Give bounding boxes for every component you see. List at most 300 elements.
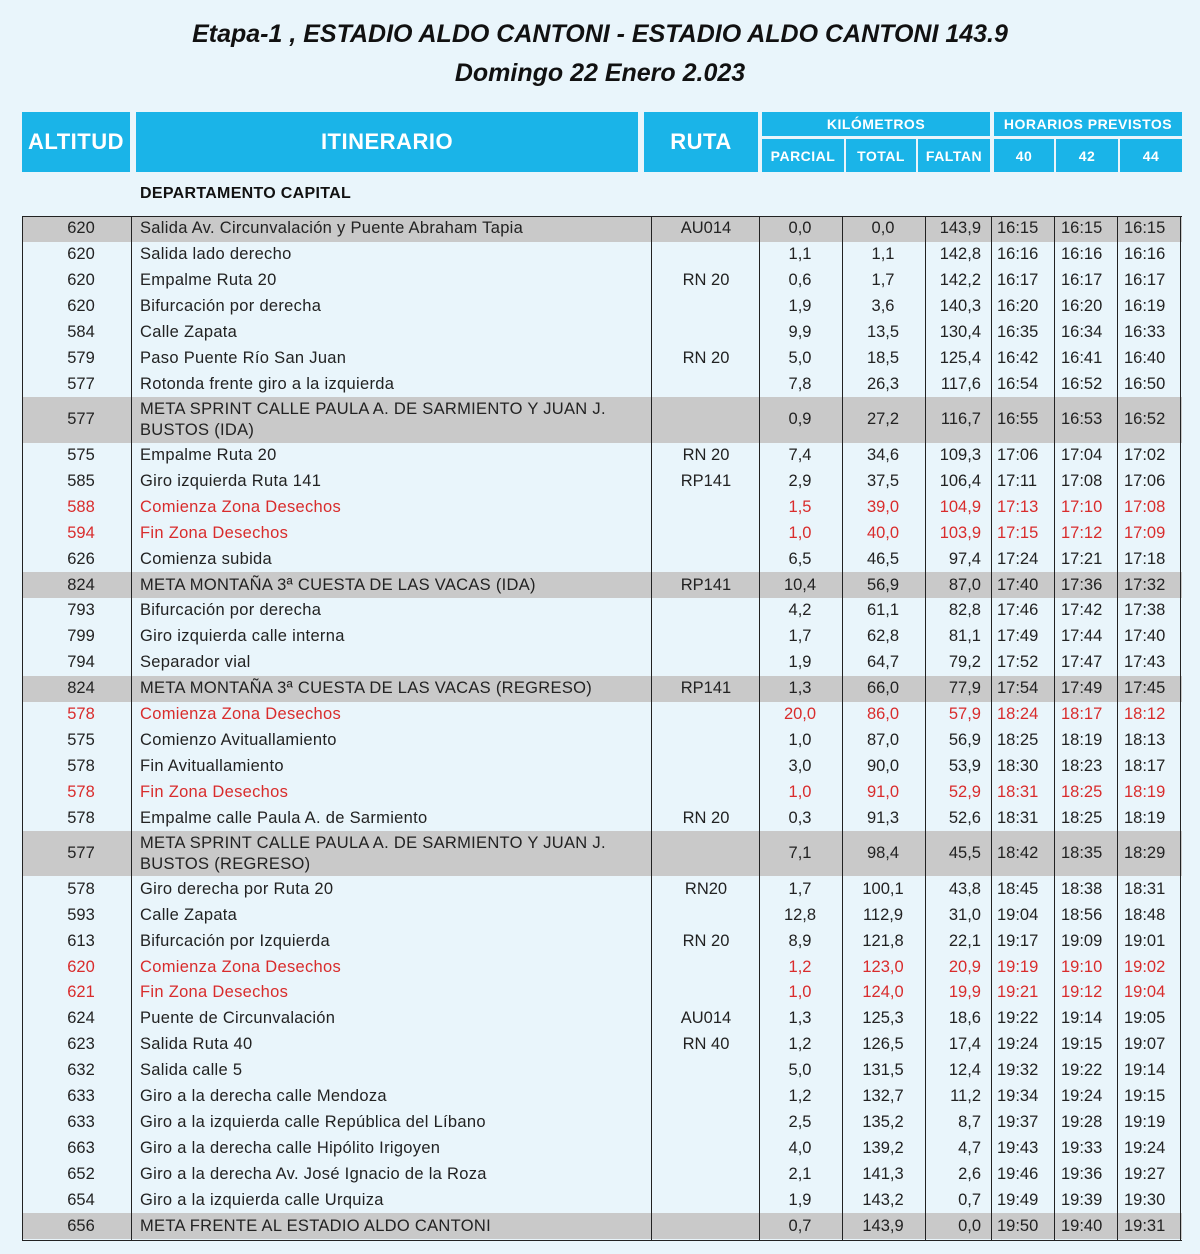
horario-42-cell: 18:19	[1061, 730, 1103, 749]
ruta-cell: RN 20	[682, 446, 730, 465]
horario-40-cell: 16:17	[997, 271, 1039, 290]
horario-44-cell: 17:08	[1124, 497, 1166, 516]
section-heading: DEPARTAMENTO CAPITAL	[140, 185, 352, 202]
horario-40-cell: 16:42	[997, 348, 1039, 367]
horario-40-cell: 17:54	[997, 679, 1039, 698]
horario-44-cell: 18:19	[1124, 782, 1166, 801]
itinerario-cell: Giro a la derecha calle Hipólito Irigoyen	[140, 1138, 441, 1157]
itinerario-cell: Separador vial	[140, 653, 251, 672]
faltan-cell: 45,5	[948, 844, 981, 863]
ruta-cell	[659, 1187, 753, 1213]
horario-40-cell: 17:15	[997, 523, 1039, 542]
parcial-cell: 3,0	[788, 756, 812, 775]
faltan-cell: 104,9	[939, 497, 981, 516]
itinerario-cell: Fin Zona Desechos	[140, 782, 289, 801]
faltan-cell: 109,3	[939, 446, 981, 465]
table-row	[22, 1110, 1182, 1136]
horario-40-cell: 16:16	[997, 245, 1039, 264]
horario-44-cell: 17:40	[1124, 627, 1166, 646]
ruta-cell	[659, 728, 753, 754]
ruta-cell	[659, 1084, 753, 1110]
ruta-cell	[659, 624, 753, 650]
horario-40-cell: 18:30	[997, 756, 1039, 775]
horario-42-cell: 19:39	[1061, 1190, 1103, 1209]
parcial-cell: 1,9	[788, 653, 812, 672]
faltan-cell: 19,9	[948, 983, 981, 1002]
itinerario-cell: Fin Zona Desechos	[140, 523, 289, 542]
total-cell: 132,7	[862, 1087, 904, 1106]
altitud-cell: 575	[67, 730, 95, 749]
parcial-cell: 4,0	[788, 1138, 812, 1157]
horario-42-cell: 18:25	[1061, 782, 1103, 801]
itinerary-table	[22, 216, 1182, 1241]
column-divider	[1117, 216, 1118, 1241]
horario-42-cell: 17:47	[1061, 653, 1103, 672]
horario-40-cell: 19:37	[997, 1112, 1039, 1131]
total-cell: 13,5	[866, 323, 900, 342]
horario-40-cell: 19:21	[997, 983, 1039, 1002]
total-cell: 3,6	[871, 297, 895, 316]
horario-42-cell: 16:41	[1061, 348, 1103, 367]
horario-44-cell: 16:40	[1124, 348, 1166, 367]
horario-40-cell: 19:43	[997, 1138, 1039, 1157]
total-cell: 1,7	[871, 271, 895, 290]
itinerario-cell: Salida Av. Circunvalación y Puente Abraham Tapia	[140, 219, 524, 238]
header-faltan: FALTAN	[918, 139, 990, 172]
total-cell: 135,2	[862, 1112, 904, 1131]
altitud-cell: 824	[67, 575, 95, 594]
altitud-cell: 585	[67, 471, 95, 490]
faltan-cell: 52,6	[948, 808, 981, 827]
table-row	[22, 1161, 1182, 1187]
ruta-cell	[659, 702, 753, 728]
parcial-cell: 20,0	[783, 705, 817, 724]
horario-44-cell: 17:18	[1124, 549, 1166, 568]
altitud-cell: 793	[67, 601, 95, 620]
horario-40-cell: 19:04	[997, 905, 1039, 924]
itinerario-cell: Rotonda frente giro a la izquierda	[140, 374, 395, 393]
parcial-cell: 1,2	[788, 1087, 812, 1106]
itinerario-cell: Empalme calle Paula A. de Sarmiento	[140, 808, 428, 827]
horario-42-cell: 19:12	[1061, 983, 1103, 1002]
table-row	[22, 702, 1182, 728]
page-subtitle: Domingo 22 Enero 2.023	[454, 59, 746, 87]
parcial-cell: 1,0	[788, 523, 812, 542]
ruta-cell: RP141	[680, 471, 732, 490]
horario-44-cell: 16:52	[1124, 410, 1166, 429]
horario-40-cell: 16:15	[997, 219, 1039, 238]
page-title: Etapa-1 , ESTADIO ALDO CANTONI - ESTADIO ALDO CANTONI 143.9	[192, 20, 1008, 48]
faltan-cell: 18,6	[948, 1009, 981, 1028]
table-row	[22, 598, 1182, 624]
faltan-cell: 4,7	[958, 1138, 981, 1157]
faltan-cell: 0,0	[958, 1216, 981, 1235]
itinerario-cell: Giro a la derecha calle Mendoza	[140, 1087, 387, 1106]
ruta-cell	[659, 753, 753, 779]
altitud-cell: 620	[67, 245, 95, 264]
parcial-cell: 1,0	[788, 730, 812, 749]
faltan-cell: 142,2	[939, 271, 981, 290]
itinerario-cell: Giro a la derecha Av. José Ignacio de la Roza	[140, 1164, 487, 1183]
horario-40-cell: 16:35	[997, 323, 1039, 342]
total-cell: 1,1	[871, 245, 895, 264]
altitud-cell: 578	[67, 879, 95, 898]
parcial-cell: 1,2	[788, 1035, 812, 1054]
parcial-cell: 7,1	[788, 844, 812, 863]
ruta-cell: RN 20	[682, 348, 730, 367]
parcial-cell: 0,0	[788, 219, 812, 238]
horario-40-cell: 17:24	[997, 549, 1039, 568]
altitud-cell: 578	[67, 756, 95, 775]
altitud-cell: 577	[67, 374, 95, 393]
horario-40-cell: 19:49	[997, 1190, 1039, 1209]
header-altitud: ALTITUD	[22, 112, 130, 172]
total-cell: 87,0	[866, 730, 900, 749]
horario-44-cell: 18:12	[1124, 705, 1166, 724]
horario-40-cell: 19:32	[997, 1061, 1039, 1080]
itinerario-cell: Giro izquierda Ruta 141	[140, 471, 322, 490]
column-divider	[22, 216, 23, 1241]
total-cell: 98,4	[866, 844, 900, 863]
horario-42-cell: 18:25	[1061, 808, 1103, 827]
total-cell: 143,9	[862, 1216, 904, 1235]
ruta-cell	[659, 320, 753, 346]
itinerario-cell: Calle Zapata	[140, 323, 238, 342]
faltan-cell: 77,9	[948, 679, 981, 698]
faltan-cell: 97,4	[948, 549, 981, 568]
itinerario-cell: Calle Zapata	[140, 905, 238, 924]
header-h42: 42	[1056, 139, 1118, 172]
ruta-cell: RN 20	[682, 271, 730, 290]
faltan-cell: 142,8	[939, 245, 981, 264]
itinerario-cell: Comienza Zona Desechos	[140, 957, 342, 976]
horario-42-cell: 18:56	[1061, 905, 1103, 924]
horario-44-cell: 19:30	[1124, 1190, 1166, 1209]
ruta-cell: RN 20	[682, 808, 730, 827]
itinerario-cell: Salida calle 5	[140, 1061, 243, 1080]
altitud-cell: 626	[67, 549, 95, 568]
horario-42-cell: 16:15	[1061, 219, 1103, 238]
horario-44-cell: 17:38	[1124, 601, 1166, 620]
column-divider	[759, 216, 760, 1241]
parcial-cell: 1,2	[788, 957, 812, 976]
table-row	[22, 831, 1182, 876]
horario-40-cell: 18:31	[997, 782, 1039, 801]
horario-40-cell: 18:45	[997, 879, 1039, 898]
column-divider	[991, 216, 992, 1241]
itinerario-cell: Comienzo Avituallamiento	[140, 730, 337, 749]
table-row	[22, 728, 1182, 754]
table-row	[22, 928, 1182, 954]
ruta-cell: RN 40	[682, 1035, 730, 1054]
horario-40-cell: 16:55	[997, 410, 1039, 429]
horario-44-cell: 18:19	[1124, 808, 1166, 827]
itinerario-cell: Comienza Zona Desechos	[140, 705, 342, 724]
horario-42-cell: 18:23	[1061, 756, 1103, 775]
ruta-cell	[659, 1213, 753, 1239]
horario-44-cell: 16:16	[1124, 245, 1166, 264]
horario-42-cell: 18:17	[1061, 705, 1103, 724]
header-horarios: HORARIOS PREVISTOS	[994, 112, 1182, 136]
altitud-cell: 588	[67, 497, 95, 516]
total-cell: 27,2	[866, 410, 900, 429]
faltan-cell: 43,8	[948, 879, 981, 898]
faltan-cell: 17,4	[948, 1035, 981, 1054]
total-cell: 18,5	[866, 348, 900, 367]
altitud-cell: 623	[67, 1035, 95, 1054]
table-top-border	[22, 216, 1182, 217]
horario-44-cell: 16:33	[1124, 323, 1166, 342]
horario-42-cell: 17:08	[1061, 471, 1103, 490]
itinerario-cell: Paso Puente Río San Juan	[140, 348, 347, 367]
itinerario-cell: Salida lado derecho	[140, 245, 292, 264]
faltan-cell: 56,9	[948, 730, 981, 749]
horario-42-cell: 19:14	[1061, 1009, 1103, 1028]
faltan-cell: 106,4	[939, 471, 981, 490]
altitud-cell: 799	[67, 627, 95, 646]
faltan-cell: 87,0	[948, 575, 981, 594]
parcial-cell: 1,7	[788, 627, 812, 646]
ruta-cell: RP141	[680, 679, 732, 698]
altitud-cell: 593	[67, 905, 95, 924]
horario-42-cell: 19:10	[1061, 957, 1103, 976]
faltan-cell: 117,6	[940, 374, 981, 393]
horario-44-cell: 19:02	[1124, 957, 1166, 976]
altitud-cell: 578	[67, 782, 95, 801]
table-row	[22, 520, 1182, 546]
itinerario-cell: Bifurcación por derecha	[140, 601, 322, 620]
ruta-cell	[659, 831, 753, 876]
horario-40-cell: 19:17	[997, 931, 1039, 950]
faltan-cell: 11,2	[950, 1087, 981, 1106]
altitud-cell: 633	[67, 1087, 95, 1106]
total-cell: 139,2	[862, 1138, 904, 1157]
parcial-cell: 1,0	[788, 782, 812, 801]
header-ruta: RUTA	[644, 112, 758, 172]
itinerario-cell: Giro a la izquierda calle Urquiza	[140, 1190, 384, 1209]
itinerario-cell: Empalme Ruta 20	[140, 446, 277, 465]
horario-42-cell: 16:17	[1061, 271, 1103, 290]
ruta-cell	[659, 954, 753, 980]
altitud-cell: 620	[67, 219, 95, 238]
table-row	[22, 805, 1182, 831]
table-row	[22, 1058, 1182, 1084]
parcial-cell: 1,1	[788, 245, 812, 264]
horario-42-cell: 19:09	[1061, 931, 1103, 950]
total-cell: 126,5	[862, 1035, 904, 1054]
horario-44-cell: 17:09	[1124, 523, 1166, 542]
ruta-cell	[659, 546, 753, 572]
horario-40-cell: 19:46	[997, 1164, 1039, 1183]
ruta-cell: AU014	[680, 219, 732, 238]
parcial-cell: 1,7	[788, 879, 812, 898]
horario-40-cell: 18:25	[997, 730, 1039, 749]
total-cell: 34,6	[866, 446, 900, 465]
total-cell: 26,3	[866, 374, 900, 393]
table-row	[22, 753, 1182, 779]
ruta-cell	[659, 902, 753, 928]
parcial-cell: 5,0	[788, 1061, 812, 1080]
parcial-cell: 12,8	[783, 905, 817, 924]
altitud-cell: 579	[67, 348, 95, 367]
altitud-cell: 632	[67, 1061, 95, 1080]
horario-44-cell: 18:13	[1124, 730, 1166, 749]
altitud-cell: 621	[67, 983, 95, 1002]
itinerario-cell: Puente de Circunvalación	[140, 1009, 336, 1028]
table-row	[22, 1135, 1182, 1161]
table-row	[22, 268, 1182, 294]
ruta-cell: RN20	[684, 879, 728, 898]
horario-42-cell: 19:22	[1061, 1061, 1103, 1080]
parcial-cell: 1,0	[788, 983, 812, 1002]
table-row	[22, 346, 1182, 372]
altitud-cell: 577	[67, 844, 95, 863]
total-cell: 143,2	[862, 1190, 904, 1209]
horario-40-cell: 17:49	[997, 627, 1039, 646]
horario-40-cell: 17:13	[997, 497, 1039, 516]
table-row	[22, 1084, 1182, 1110]
total-cell: 56,9	[866, 575, 900, 594]
itinerario-cell: META SPRINT CALLE PAULA A. DE SARMIENTO Y JUAN J. BUSTOS (REGRESO)	[140, 833, 606, 873]
horario-44-cell: 19:05	[1124, 1009, 1166, 1028]
faltan-cell: 82,8	[948, 601, 981, 620]
horario-44-cell: 19:19	[1124, 1112, 1166, 1131]
horario-40-cell: 17:40	[997, 575, 1039, 594]
itinerario-cell: Comienza subida	[140, 549, 272, 568]
horario-42-cell: 17:04	[1061, 446, 1103, 465]
table-row	[22, 216, 1182, 242]
parcial-cell: 9,9	[788, 323, 812, 342]
column-divider	[131, 216, 132, 1241]
altitud-cell: 594	[67, 523, 95, 542]
table-row	[22, 1187, 1182, 1213]
horario-40-cell: 19:50	[997, 1216, 1039, 1235]
total-cell: 40,0	[866, 523, 900, 542]
ruta-cell: AU014	[680, 1009, 732, 1028]
total-cell: 90,0	[866, 756, 900, 775]
altitud-cell: 794	[67, 653, 95, 672]
altitud-cell: 633	[67, 1112, 95, 1131]
altitud-cell: 577	[67, 410, 95, 429]
total-cell: 100,1	[862, 879, 904, 898]
ruta-cell	[659, 1161, 753, 1187]
parcial-cell: 1,9	[788, 1190, 812, 1209]
parcial-cell: 2,1	[788, 1164, 812, 1183]
altitud-cell: 624	[67, 1009, 95, 1028]
parcial-cell: 1,3	[788, 1009, 812, 1028]
ruta-cell	[659, 520, 753, 546]
ruta-cell	[659, 598, 753, 624]
total-cell: 112,9	[862, 905, 904, 924]
faltan-cell: 0,7	[958, 1190, 981, 1209]
horario-44-cell: 19:31	[1124, 1216, 1166, 1235]
total-cell: 0,0	[871, 219, 895, 238]
faltan-cell: 2,6	[958, 1164, 981, 1183]
horario-44-cell: 19:14	[1124, 1061, 1166, 1080]
parcial-cell: 1,3	[788, 679, 812, 698]
table-row	[22, 572, 1182, 598]
horario-42-cell: 16:20	[1061, 297, 1103, 316]
horario-42-cell: 17:49	[1061, 679, 1103, 698]
ruta-cell	[659, 371, 753, 397]
horario-42-cell: 17:12	[1061, 523, 1103, 542]
horario-42-cell: 19:36	[1061, 1164, 1103, 1183]
itinerario-cell: META MONTAÑA 3ª CUESTA DE LAS VACAS (REGRESO)	[140, 679, 593, 698]
parcial-cell: 0,9	[788, 410, 812, 429]
ruta-cell	[659, 980, 753, 1006]
horario-40-cell: 17:06	[997, 446, 1039, 465]
table-row	[22, 1006, 1182, 1032]
faltan-cell: 103,9	[939, 523, 981, 542]
ruta-cell	[659, 1058, 753, 1084]
parcial-cell: 8,9	[788, 931, 812, 950]
horario-40-cell: 19:19	[997, 957, 1039, 976]
horario-44-cell: 17:06	[1124, 471, 1166, 490]
itinerario-cell: Bifurcación por derecha	[140, 297, 322, 316]
ruta-cell	[659, 779, 753, 805]
header-h44: 44	[1120, 139, 1182, 172]
total-cell: 91,0	[866, 782, 900, 801]
total-cell: 121,8	[862, 931, 904, 950]
itinerario-cell: Bifurcación por Izquierda	[140, 931, 331, 950]
horario-42-cell: 16:16	[1061, 245, 1103, 264]
altitud-cell: 584	[67, 323, 95, 342]
horario-44-cell: 19:27	[1124, 1164, 1166, 1183]
horario-40-cell: 19:22	[997, 1009, 1039, 1028]
ruta-cell	[659, 397, 753, 442]
table-row	[22, 650, 1182, 676]
table-row	[22, 242, 1182, 268]
header-kilometros: KILÓMETROS	[762, 112, 990, 136]
horario-42-cell: 19:15	[1061, 1035, 1103, 1054]
ruta-cell	[659, 494, 753, 520]
column-divider	[1054, 216, 1055, 1241]
altitud-cell: 613	[67, 931, 95, 950]
altitud-cell: 620	[67, 271, 95, 290]
parcial-cell: 10,4	[783, 575, 817, 594]
ruta-cell	[659, 1135, 753, 1161]
parcial-cell: 2,5	[788, 1112, 812, 1131]
header-h40: 40	[994, 139, 1054, 172]
header-parcial: PARCIAL	[762, 139, 844, 172]
parcial-cell: 1,9	[788, 297, 812, 316]
horario-42-cell: 19:33	[1061, 1138, 1103, 1157]
table-row	[22, 876, 1182, 902]
horario-44-cell: 18:29	[1124, 844, 1166, 863]
total-cell: 86,0	[866, 705, 900, 724]
horario-42-cell: 16:52	[1061, 374, 1103, 393]
total-cell: 91,3	[866, 808, 900, 827]
table-row	[22, 443, 1182, 469]
horario-42-cell: 17:36	[1061, 575, 1103, 594]
horario-42-cell: 16:34	[1061, 323, 1103, 342]
itinerario-cell: Giro derecha por Ruta 20	[140, 879, 334, 898]
horario-40-cell: 16:54	[997, 374, 1039, 393]
itinerario-cell: META FRENTE AL ESTADIO ALDO CANTONI	[140, 1216, 491, 1235]
altitud-cell: 575	[67, 446, 95, 465]
faltan-cell: 116,7	[940, 410, 981, 429]
altitud-cell: 824	[67, 679, 95, 698]
faltan-cell: 143,9	[939, 219, 981, 238]
parcial-cell: 7,4	[788, 446, 812, 465]
table-row	[22, 494, 1182, 520]
horario-42-cell: 16:53	[1061, 410, 1103, 429]
ruta-cell: RP141	[680, 575, 732, 594]
header-itinerario: ITINERARIO	[136, 112, 638, 172]
table-row	[22, 1032, 1182, 1058]
table-row	[22, 624, 1182, 650]
horario-42-cell: 19:28	[1061, 1112, 1103, 1131]
